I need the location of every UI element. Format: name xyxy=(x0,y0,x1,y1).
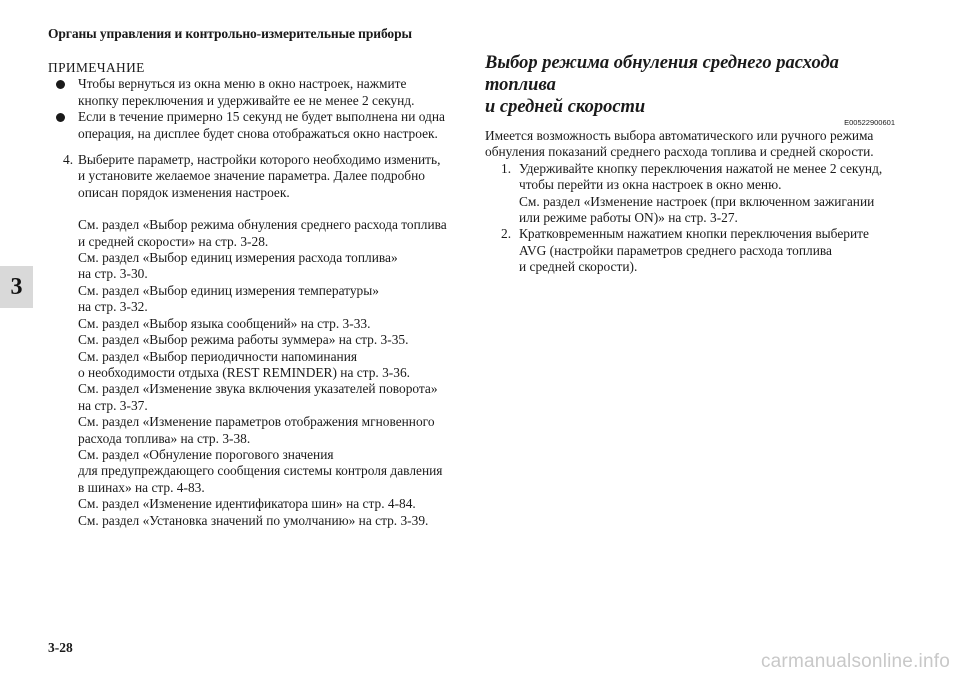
reference-line: См. раздел «Выбор единиц измерения расхода топлива» xyxy=(78,250,398,266)
reference-line: См. раздел «Выбор единиц измерения температуры» xyxy=(78,282,379,298)
step-line: описан порядок изменения настроек. xyxy=(78,184,290,200)
intro-line: Имеется возможность выбора автоматического или ручного режима xyxy=(485,128,874,143)
step-line: Выберите параметр, настройки которого необходимо изменить, xyxy=(78,152,441,168)
section-title xyxy=(485,52,895,118)
step-number: 2. xyxy=(501,226,512,242)
reference-line: См. раздел «Выбор языка сообщений» на стр. 3-33. xyxy=(78,315,371,331)
step-line: или режиме работы ON)» на стр. 3-27. xyxy=(519,210,738,226)
intro-line: обнуления показаний среднего расхода топлива и средней скорости. xyxy=(485,144,874,160)
note-line: Если в течение примерно 15 секунд не будет выполнена ни одна xyxy=(78,109,445,125)
bullet-dot-icon xyxy=(56,113,65,122)
step-line: и установите желаемое значение параметра. Далее подробно xyxy=(78,168,425,184)
step-line: Удерживайте кнопку переключения нажатой не менее 2 секунд, xyxy=(519,160,883,176)
reference-line: на стр. 3-30. xyxy=(78,266,148,282)
reference-line: и средней скорости» на стр. 3-28. xyxy=(78,233,269,249)
step-line: AVG (настройки параметров среднего расхода топлива xyxy=(519,242,832,258)
step-1 xyxy=(485,161,895,227)
note-line: кнопку переключения и удерживайте ее не менее 2 секунд. xyxy=(78,92,415,108)
reference-line: на стр. 3-32. xyxy=(78,299,148,315)
reference-line: о необходимости отдыха (REST REMINDER) на стр. 3-36. xyxy=(78,364,410,380)
reference-line: См. раздел «Изменение идентификатора шин» на стр. 4-84. xyxy=(78,496,416,512)
reference-line: См. раздел «Изменение параметров отображения мгновенного xyxy=(78,414,435,430)
left-column xyxy=(48,60,463,529)
step-number: 4. xyxy=(63,152,74,168)
reference-list xyxy=(48,217,463,529)
watermark: carmanualsonline.info xyxy=(760,651,950,672)
reference-line: См. раздел «Выбор режима обнуления среднего расхода топлива xyxy=(78,217,447,233)
page-header: Органы управления и контрольно-измерительные приборы xyxy=(48,26,412,41)
note-bullet xyxy=(48,109,463,142)
reference-line: См. раздел «Выбор периодичности напоминания xyxy=(78,348,358,364)
section-code: E00522900601 xyxy=(844,118,895,127)
step-2 xyxy=(485,226,895,275)
page-number: 3-28 xyxy=(48,640,73,655)
bullet-dot-icon xyxy=(56,80,65,89)
step-line: См. раздел «Изменение настроек (при включенном зажигании xyxy=(519,193,875,209)
reference-line: См. раздел «Изменение звука включения указателей поворота» xyxy=(78,381,438,397)
reference-line: на стр. 3-37. xyxy=(78,397,148,413)
reference-line: См. раздел «Установка значений по умолчанию» на стр. 3-39. xyxy=(78,512,429,528)
note-line: операция, на дисплее будет снова отображаться окно настроек. xyxy=(78,125,438,141)
step-number: 1. xyxy=(501,160,512,176)
step-line: и средней скорости). xyxy=(519,259,638,275)
reference-line: См. раздел «Обнуление порогового значения xyxy=(78,446,334,462)
section-title-line: и средней скорости xyxy=(485,97,646,117)
reference-line: в шинах» на стр. 4-83. xyxy=(78,479,205,495)
section-title-line: Выбор режима обнуления среднего расхода топлива xyxy=(485,53,839,95)
note-title: ПРИМЕЧАНИЕ xyxy=(48,60,145,75)
reference-line: для предупреждающего сообщения системы контроля давления xyxy=(78,463,443,479)
step-line: Кратковременным нажатием кнопки переключения выберите xyxy=(519,226,869,242)
note-bullet xyxy=(48,76,463,109)
reference-line: расхода топлива» на стр. 3-38. xyxy=(78,430,251,446)
reference-line: См. раздел «Выбор режима работы зуммера» на стр. 3-35. xyxy=(78,332,409,348)
right-column xyxy=(485,52,895,276)
step-4 xyxy=(48,152,463,201)
section-intro xyxy=(485,128,895,161)
note-line: Чтобы вернуться из окна меню в окно настроек, нажмите xyxy=(78,76,407,92)
step-line: чтобы перейти из окна настроек в окно меню. xyxy=(519,177,782,193)
chapter-tab: 3 xyxy=(0,266,33,308)
